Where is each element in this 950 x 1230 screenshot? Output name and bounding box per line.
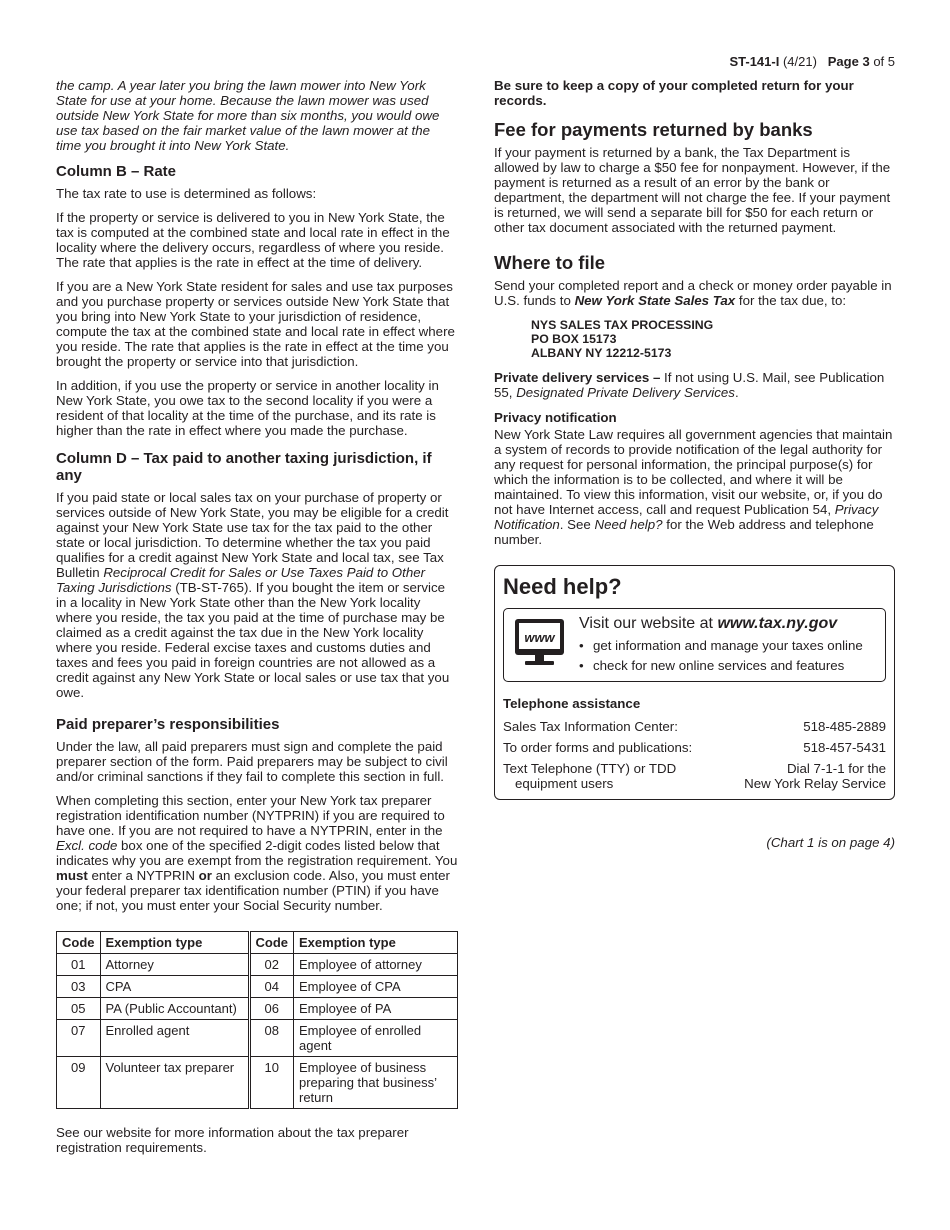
privacy-paragraph: New York State Law requires all government agencies that maintain a system of records to provide notification of the legal authority for any request for personal information, the principal purpose(s) for which the information is to be collected, and where it will be maintained. To view this information, visit our website, or, if you do not have Internet access, call and request Publication 54, Privacy Notification. See Need help? for the Web address and telephone number.	[494, 427, 893, 547]
table-row	[57, 954, 458, 976]
keep-copy-note: Be sure to keep a copy of your completed return for your records.	[494, 78, 854, 108]
table-header-code-1: Code	[57, 932, 101, 954]
website-box	[503, 608, 886, 682]
table-cell: 09	[57, 1057, 101, 1109]
intro-paragraph: the camp. A year later you bring the lawn mower into New York State for use at your home. Because the lawn mower was used outside New York State for more than six months, you would owe use tax based on the fair market value of the lawn mower at the time you brought it into New York State.	[56, 78, 440, 153]
need-help-box	[494, 565, 895, 800]
table-cell: Employee of enrolled agent	[294, 1020, 458, 1057]
table-cell: Employee of PA	[294, 998, 458, 1020]
need-help-heading: Need help?	[503, 574, 622, 599]
table-cell: 05	[57, 998, 101, 1020]
tty-value: Dial 7-1-1 for the New York Relay Service	[744, 761, 886, 791]
telephone-heading: Telephone assistance	[503, 696, 641, 711]
table-cell: CPA	[100, 976, 249, 998]
phone-row	[503, 719, 886, 734]
address-line: NYS SALES TAX PROCESSING	[531, 318, 714, 332]
website-link[interactable]: www.tax.ny.gov	[717, 615, 838, 632]
preparer-p1: Under the law, all paid preparers must sign and complete the paid preparer section of the form. Paid preparers may be subject to civil and/or criminal sanctions if they fail to complete this section in full.	[56, 739, 448, 784]
table-cell: Employee of business preparing that business’ return	[294, 1057, 458, 1109]
tty-row	[503, 761, 886, 791]
svg-text:www: www	[524, 630, 555, 645]
table-cell: Employee of attorney	[294, 954, 458, 976]
column-b-p2: If the property or service is delivered to you in New York State, the tax is computed at the combined state and local rate in effect in the locality where the delivery occurs, regardless of where you reside. The rate that applies is the rate in effect at the time of delivery.	[56, 210, 450, 270]
list-item: • check for new online services and features	[579, 656, 877, 676]
exemption-codes-table	[56, 931, 458, 1109]
right-column	[494, 78, 895, 850]
page-label: Page 3	[827, 54, 870, 69]
list-item: • get information and manage your taxes online	[579, 636, 877, 656]
table-cell: 02	[249, 954, 294, 976]
table-cell: 07	[57, 1020, 101, 1057]
table-cell: Volunteer tax preparer	[100, 1057, 249, 1109]
address-line: PO BOX 15173	[531, 332, 617, 346]
website-bullets	[579, 636, 877, 676]
table-header-type-1: Exemption type	[100, 932, 249, 954]
fee-heading: Fee for payments returned by banks	[494, 119, 813, 140]
computer-monitor-icon	[512, 615, 567, 670]
privacy-heading: Privacy notification	[494, 410, 617, 425]
page-of: of 5	[873, 54, 895, 69]
table-cell: 08	[249, 1020, 294, 1057]
chart-reference-note: (Chart 1 is on page 4)	[766, 835, 895, 850]
phone-label: To order forms and publications:	[503, 740, 693, 755]
mailing-address	[531, 318, 895, 360]
table-row	[57, 976, 458, 998]
table-cell: 06	[249, 998, 294, 1020]
where-to-file-paragraph: Send your completed report and a check or money order payable in U.S. funds to New York State Sales Tax for the tax due, to:	[494, 278, 892, 308]
column-d-paragraph: If you paid state or local sales tax on your purchase of property or services outside of New York State, you may be eligible for a credit against your New York State use tax for the tax paid to the other state or local jurisdiction. To determine whether the tax you paid qualifies for a credit against New York State and local tax, see Tax Bulletin Reciprocal Credit for Sales or Use Taxes Paid to Other Taxing Jurisdictions (TB-ST-765). If you bought the item or service in a locality in New York State other than the New York locality where you reside, the tax you paid at the time of purchase may be claimed as a credit against the tax due in the New York locality where you reside. Federal excise taxes and customs duties and taxes and fees you paid in foreign countries are not allowed as a credit against any New York State or local sales or use tax that you owe.	[56, 490, 450, 700]
column-b-p4: In addition, if you use the property or service in another locality in New York State, you owe tax to the second locality if you were a resident of that locality at the time of the purchase, and its rate is higher than the rate in effect where you made the purchase.	[56, 378, 439, 438]
table-cell: 01	[57, 954, 101, 976]
preparer-heading: Paid preparer’s responsibilities	[56, 716, 280, 733]
where-to-file-heading: Where to file	[494, 252, 606, 273]
table-cell: 03	[57, 976, 101, 998]
tty-label: Text Telephone (TTY) or TDD equipment users	[503, 761, 677, 791]
column-d-heading: Column D – Tax paid to another taxing jurisdiction, if any	[56, 450, 432, 484]
table-cell: Employee of CPA	[294, 976, 458, 998]
table-cell: 10	[249, 1057, 294, 1109]
table-cell: Attorney	[100, 954, 249, 976]
phone-number: 518-485-2889	[803, 719, 886, 734]
preparer-footer-note: See our website for more information about the tax preparer registration requirements.	[56, 1125, 409, 1155]
preparer-p2: When completing this section, enter your New York tax preparer registration identification number (NYTPRIN) if you are required to have one. If you are not required to have a NYTPRIN, enter in the Excl. code box one of the specified 2-digit codes listed below that indicates why you are exempt from the registration requirement. You must enter a NYTPRIN or an exclusion code. Also, you must enter your federal preparer tax identification number (PTIN) if you have one; if not, you must enter your Social Security number.	[56, 793, 458, 913]
column-b-p1: The tax rate to use is determined as follows:	[56, 186, 317, 201]
address-line: ALBANY NY 12212-5173	[531, 346, 672, 360]
phone-label: Sales Tax Information Center:	[503, 719, 678, 734]
private-delivery-paragraph: Private delivery services – If not using U.S. Mail, see Publication 55, Designated Private Delivery Services.	[494, 370, 885, 400]
visit-website-text: Visit our website at www.tax.ny.gov	[579, 615, 838, 632]
phone-row	[503, 740, 886, 755]
table-row	[57, 1057, 458, 1109]
table-row	[57, 1020, 458, 1057]
table-header-type-2: Exemption type	[294, 932, 458, 954]
table-header-code-2: Code	[249, 932, 294, 954]
form-revision: (4/21)	[782, 54, 817, 69]
page-header	[729, 54, 895, 69]
table-cell: PA (Public Accountant)	[100, 998, 249, 1020]
column-b-p3: If you are a New York State resident for sales and use tax purposes and you purchase property or services outside New York State that you bring into New York State to your jurisdiction of residence, compute the tax at the combined state and local rate in effect where you reside. The rate that applies is the rate in effect at the time you brought the property or service into that jurisdiction.	[56, 279, 455, 369]
table-cell: Enrolled agent	[100, 1020, 249, 1057]
phone-number: 518-457-5431	[803, 740, 886, 755]
left-column	[56, 78, 458, 1164]
form-id: ST-141-I	[729, 54, 780, 69]
table-cell: 04	[249, 976, 294, 998]
fee-paragraph: If your payment is returned by a bank, the Tax Department is allowed by law to charge a $50 fee for nonpayment. However, if the payment is returned as a result of an error by the bank or department, the department will not charge the fee. If your payment is returned, we will send a separate bill for $50 for each return or other tax document associated with the returned payment.	[494, 145, 891, 235]
table-header-row	[57, 932, 458, 954]
column-b-heading: Column B – Rate	[56, 163, 177, 180]
table-row	[57, 998, 458, 1020]
